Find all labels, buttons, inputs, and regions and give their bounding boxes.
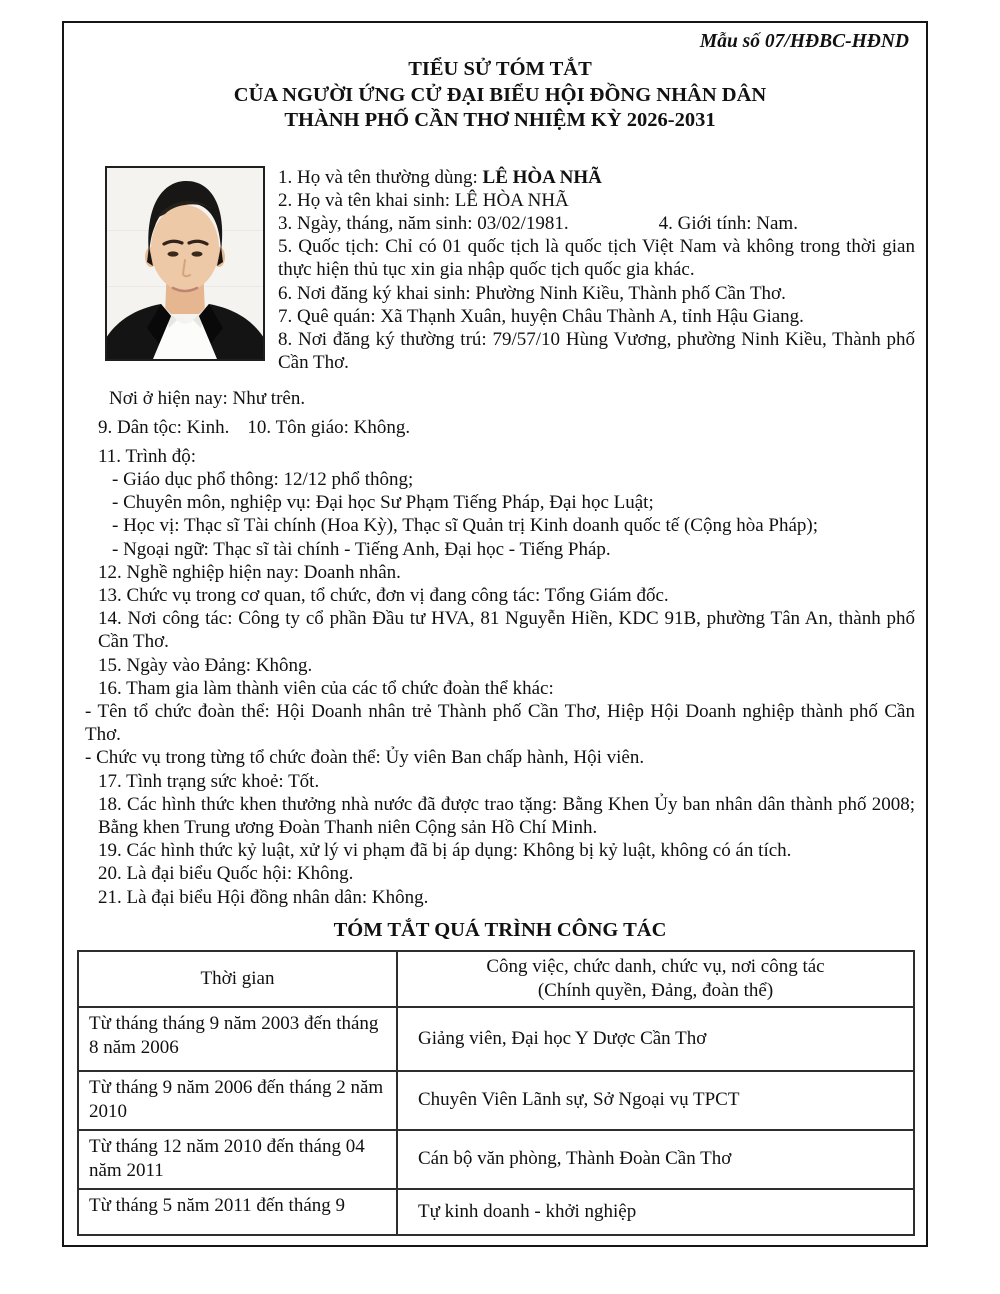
table-row (78, 1130, 914, 1189)
row-work: Cán bộ văn phòng, Thành Đoàn Cần Thơ (397, 1130, 914, 1189)
field-disciplinary-record: 19. Các hình thức kỷ luật, xử lý vi phạm đã bị áp dụng: Không bị kỷ luật, không có án tích. (98, 840, 792, 862)
field-common-name (278, 166, 915, 189)
title-line-3: THÀNH PHỐ CẦN THƠ NHIỆM KỲ 2026-2031 (284, 109, 716, 131)
row-time: Từ tháng tháng 9 năm 2003 đến tháng 8 năm 2006 (78, 1007, 397, 1071)
title-line-1: TIỂU SỬ TÓM TẮT (408, 58, 592, 80)
table-row (78, 1007, 914, 1071)
field-occupation: 12. Nghề nghiệp hiện nay: Doanh nhân. (98, 561, 401, 583)
field-general-education: - Giáo dục phổ thông: 12/12 phổ thông; (112, 468, 414, 490)
portrait-illustration (107, 168, 263, 359)
field-peoples-council: 21. Là đại biểu Hội đồng nhân dân: Không. (98, 886, 429, 908)
field-education-heading: 11. Trình độ: (98, 445, 197, 467)
table-header-row (78, 951, 914, 1007)
field-nationality: 5. Quốc tịch: Chỉ có 01 quốc tịch là quốc tịch Việt Nam và không trong thời gian thực hiện thủ tục xin gia nhập quốc tịch quốc gia khác. (278, 236, 915, 281)
work-history-table (77, 950, 915, 1236)
field-organizations-heading: 16. Tham gia làm thành viên của các tổ chức đoàn thể khác: (98, 677, 554, 699)
field-academic-degree: - Học vị: Thạc sĩ Tài chính (Hoa Kỳ), Thạc sĩ Quản trị Kinh doanh quốc tế (Cộng hòa Pháp); (112, 515, 819, 537)
common-name-value: LÊ HÒA NHÃ (482, 166, 602, 188)
document-title (85, 57, 915, 134)
form-code: Mẫu số 07/HĐBC-HĐND (699, 31, 909, 52)
field-birth-registration: 6. Nơi đăng ký khai sinh: Phường Ninh Kiều, Thành phố Cần Thơ. (278, 282, 786, 304)
field-hometown: 7. Quê quán: Xã Thạnh Xuân, huyện Châu Thành A, tỉnh Hậu Giang. (278, 305, 804, 327)
field-ethnicity-religion (85, 416, 915, 439)
field-professional-education: - Chuyên môn, nghiệp vụ: Đại học Sư Phạm Tiếng Pháp, Đại học Luật; (112, 492, 654, 514)
row-time: Từ tháng 12 năm 2010 đến tháng 04 năm 2011 (78, 1130, 397, 1189)
field-dob: 3. Ngày, tháng, năm sinh: 03/02/1981. (278, 212, 569, 234)
row-time: Từ tháng 5 năm 2011 đến tháng 9 (78, 1189, 397, 1235)
row-work: Tự kinh doanh - khởi nghiệp (397, 1189, 914, 1235)
field-health-status: 17. Tình trạng sức khoẻ: Tốt. (98, 770, 320, 792)
field-organization-roles: - Chức vụ trong từng tổ chức đoàn thể: Ủy viên Ban chấp hành, Hội viên. (85, 747, 645, 769)
field-common-name-label: 1. Họ và tên thường dùng: (278, 166, 483, 188)
row-work: Chuyên Viên Lãnh sự, Sở Ngoại vụ TPCT (397, 1071, 914, 1130)
field-workplace: 14. Nơi công tác: Công ty cổ phần Đầu tư HVA, 81 Nguyễn Hiền, KDC 91B, phường Tân An, thành phố Cần Thơ. (98, 608, 915, 653)
document-page (62, 21, 928, 1247)
field-permanent-residence: 8. Nơi đăng ký thường trú: 79/57/10 Hùng Vương, phường Ninh Kiều, Thành phố Cần Thơ. (278, 328, 915, 374)
field-birth-name: 2. Họ và tên khai sinh: LÊ HÒA NHÃ (278, 189, 569, 211)
field-party-admission: 15. Ngày vào Đảng: Không. (98, 654, 313, 676)
field-ethnicity: 9. Dân tộc: Kinh. (98, 416, 230, 438)
field-dob-gender (278, 212, 915, 235)
column-header-work-line1: Công việc, chức danh, chức vụ, nơi công tác (486, 956, 825, 978)
title-line-2: CỦA NGƯỜI ỨNG CỬ ĐẠI BIỂU HỘI ĐỒNG NHÂN DÂN (233, 83, 767, 106)
field-national-assembly: 20. Là đại biểu Quốc hội: Không. (98, 863, 354, 885)
table-row (78, 1189, 914, 1235)
column-header-work-line2: (Chính quyền, Đảng, đoàn thể) (537, 979, 774, 1001)
field-foreign-language: - Ngoại ngữ: Thạc sĩ tài chính - Tiếng Anh, Đại học - Tiếng Pháp. (112, 538, 611, 560)
row-work: Giảng viên, Đại học Y Dược Cần Thơ (397, 1007, 914, 1071)
column-header-work (397, 951, 914, 1007)
field-gender: 4. Giới tính: Nam. (658, 212, 798, 234)
field-current-residence: Nơi ở hiện nay: Như trên. (109, 388, 306, 410)
candidate-photo (105, 166, 265, 361)
field-organization-names: - Tên tổ chức đoàn thể: Hội Doanh nhân trẻ Thành phố Cần Thơ, Hiệp Hội Doanh nghiệp thành phố Cần Thơ. (85, 700, 915, 746)
table-row (78, 1071, 914, 1130)
identity-fields (278, 166, 915, 375)
field-position: 13. Chức vụ trong cơ quan, tổ chức, đơn vị đang công tác: Tổng Giám đốc. (98, 584, 669, 606)
field-religion: 10. Tôn giáo: Không. (247, 416, 411, 438)
work-history-title: TÓM TẮT QUÁ TRÌNH CÔNG TÁC (333, 918, 667, 941)
row-time: Từ tháng 9 năm 2006 đến tháng 2 năm 2010 (78, 1071, 397, 1130)
column-header-time: Thời gian (78, 951, 397, 1007)
field-awards: 18. Các hình thức khen thưởng nhà nước đã được trao tặng: Bằng Khen Ủy ban nhân dân thành phố 2008; Bằng khen Trung ương Đoàn Thanh niên Cộng sản Hồ Chí Minh. (98, 793, 915, 838)
biography-list (85, 387, 915, 908)
photo-and-identity-section (85, 166, 915, 375)
